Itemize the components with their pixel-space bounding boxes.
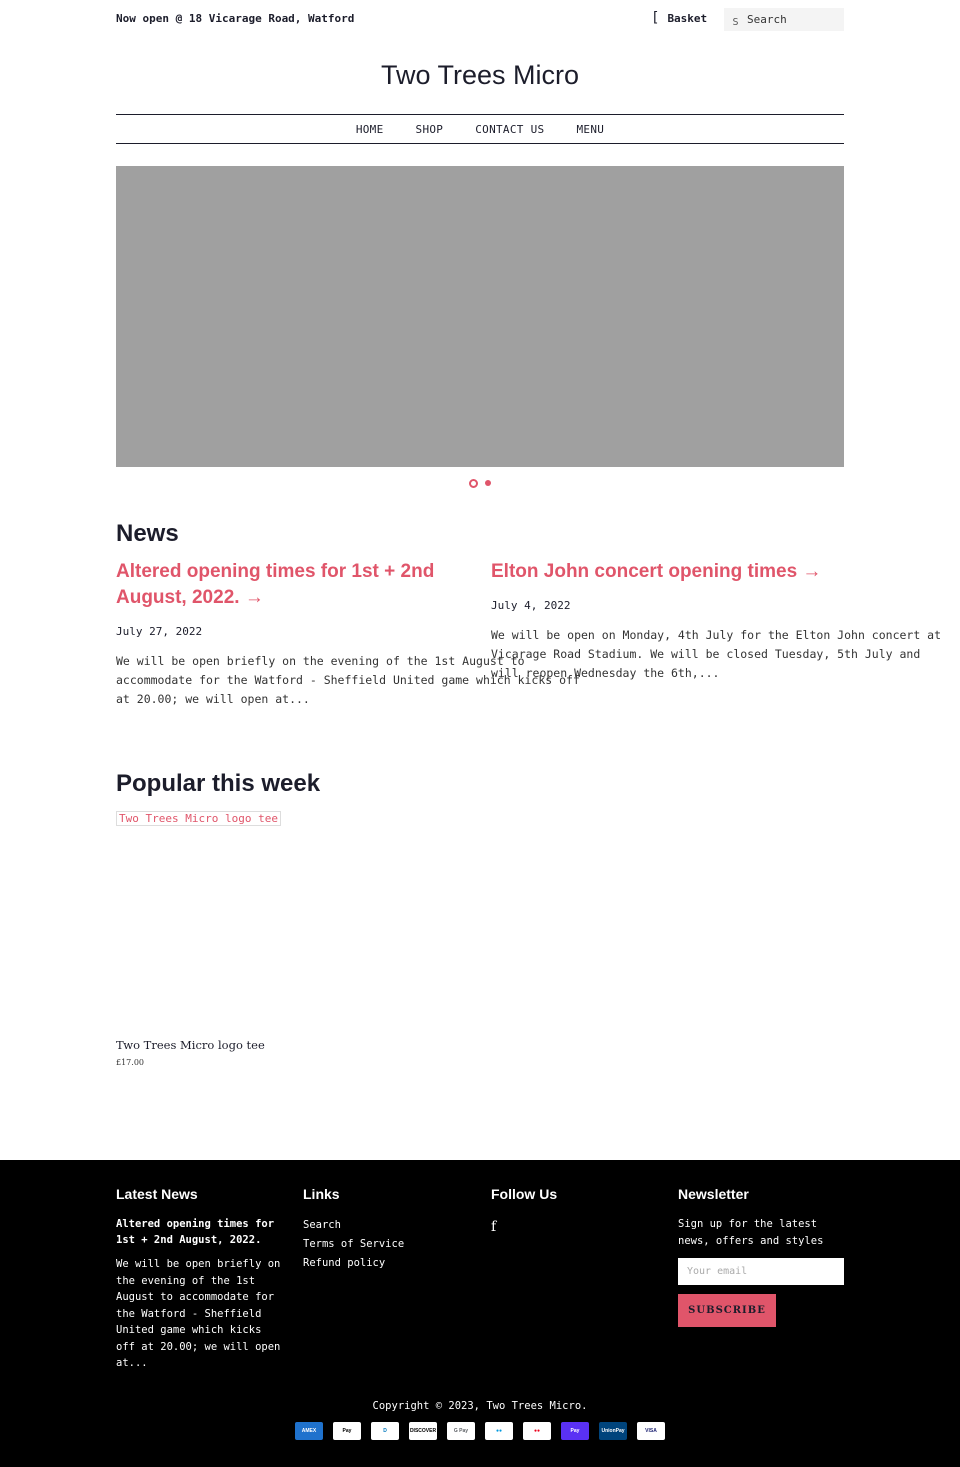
footer-follow-heading: Follow Us <box>491 1186 558 1202</box>
hero-slideshow[interactable] <box>116 166 844 467</box>
footer-follow <box>491 1186 657 1235</box>
footer <box>0 1160 960 1467</box>
copyright: Copyright © 2023, Two Trees Micro. <box>372 1400 588 1412</box>
facebook-icon[interactable]: f <box>491 1219 497 1235</box>
top-bar <box>116 0 844 38</box>
product-name[interactable]: Two Trees Micro logo tee <box>116 1038 265 1052</box>
basket-label: Basket <box>667 11 708 25</box>
nav-home[interactable]: HOME <box>355 122 384 136</box>
announcement-text: Now open @ 18 Vicarage Road, Watford <box>116 12 355 25</box>
news-post <box>491 559 951 683</box>
main-nav <box>116 114 844 144</box>
discover-icon: DISCOVER <box>409 1422 437 1440</box>
visa-icon: VISA <box>637 1422 665 1440</box>
footer-link-search[interactable]: Search <box>303 1219 341 1231</box>
diners-club-icon: D <box>371 1422 399 1440</box>
basket-icon: [ <box>651 10 660 26</box>
nav-menu[interactable]: MENU <box>576 122 605 136</box>
unionpay-icon: UnionPay <box>599 1422 627 1440</box>
mastercard-icon: ●● <box>523 1422 551 1440</box>
news-post-excerpt: We will be open on Monday, 4th July for the Elton John concert at Vicarage Road Stadium. We will be closed Tuesday, 5th July and will reopen Wednesday the 6th,... <box>491 628 942 680</box>
shop-pay-icon: Pay <box>561 1422 589 1440</box>
footer-link-refund[interactable]: Refund policy <box>303 1257 386 1269</box>
apple-pay-icon: Pay <box>333 1422 361 1440</box>
footer-newsletter <box>678 1186 844 1327</box>
footer-latest-news <box>116 1186 282 1372</box>
footer-newsletter-heading: Newsletter <box>678 1186 749 1202</box>
news-post-title[interactable]: Altered opening times for 1st + 2nd August, 2022. → <box>116 561 435 608</box>
search-box[interactable] <box>724 8 844 31</box>
newsletter-text: Sign up for the latest news, offers and styles <box>678 1218 824 1247</box>
footer-links-heading: Links <box>303 1186 340 1202</box>
footer-news-text: We will be open briefly on the evening of the 1st August to accommodate for the Watford - Sheffield United game which kicks off at 20.00; we will open at... <box>116 1258 281 1369</box>
payment-icons <box>0 1422 960 1440</box>
slide-dot-2[interactable] <box>485 480 491 486</box>
nav-contact-us[interactable]: CONTACT US <box>475 122 545 136</box>
search-input[interactable] <box>747 13 843 26</box>
site-title[interactable]: Two Trees Micro <box>380 60 580 90</box>
slide-dot-1[interactable] <box>469 479 478 488</box>
basket-link[interactable] <box>651 10 707 26</box>
google-pay-icon: G Pay <box>447 1422 475 1440</box>
footer-link-terms[interactable]: Terms of Service <box>303 1238 405 1250</box>
news-post-title[interactable]: Elton John concert opening times → <box>491 561 822 582</box>
subscribe-button[interactable]: SUBSCRIBE <box>678 1294 776 1327</box>
maestro-icon: ●● <box>485 1422 513 1440</box>
news-heading: News <box>116 520 179 547</box>
amex-icon: AMEX <box>295 1422 323 1440</box>
footer-latest-news-heading: Latest News <box>116 1186 198 1202</box>
popular-heading: Popular this week <box>116 770 321 797</box>
product-image-link[interactable]: Two Trees Micro logo tee <box>116 811 281 826</box>
footer-news-title[interactable]: Altered opening times for 1st + 2nd August, 2022. <box>116 1218 275 1246</box>
product-price: £17.00 <box>116 1058 144 1067</box>
news-post-excerpt: We will be open briefly on the evening of the 1st August to accommodate for the Watford - Sheffield United game which kicks off at 20.00; we will open at... <box>116 654 580 706</box>
news-post-date: July 4, 2022 <box>491 599 571 612</box>
newsletter-email-input[interactable] <box>678 1258 844 1285</box>
nav-shop[interactable]: SHOP <box>415 122 444 136</box>
news-post-date: July 27, 2022 <box>116 625 203 638</box>
slideshow-dots <box>0 479 960 488</box>
footer-links <box>303 1186 469 1273</box>
search-icon[interactable]: S <box>732 17 739 28</box>
